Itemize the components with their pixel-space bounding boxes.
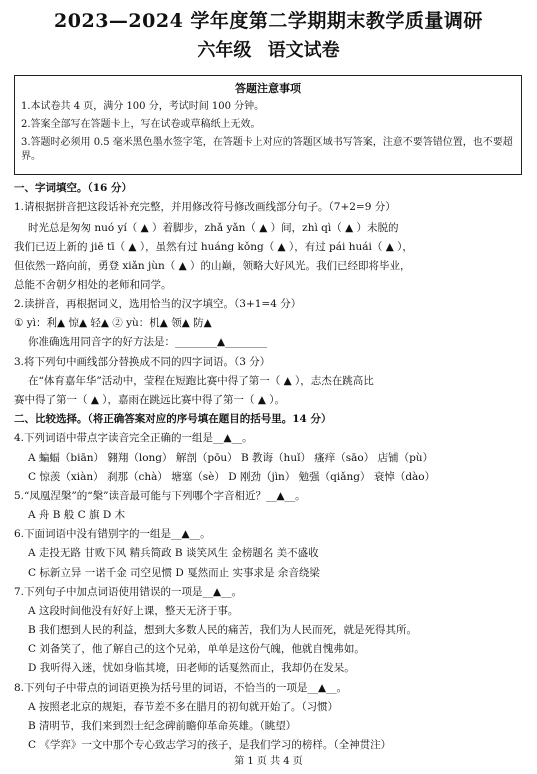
option-row: A 这段时间他没有好好上课，整天无济于事。 — [28, 605, 239, 617]
option-row: D 我听得入迷，忧如身临其境，田老师的话戛然而止，我却仍在发呆。 — [28, 662, 355, 674]
option-row: A 舟 B 般 C 旗 D 木 — [28, 509, 126, 521]
option-row: A 按照老北京的规矩，春节差不多在腊月的初旬就开始了。（习惯） — [28, 701, 339, 713]
question-text: 我们已迈上新的 jiē tī（ ▲ ），虽然有过 huáng kǒng（ ▲ ），有过 pái huái（ ▲ ）， — [14, 241, 413, 253]
option-row: C 惊羡（xiàn） 刹那（chà） 塘塞（sè） D 刚劲（jìn） 勉强（qiǎng） 衰悼（dào） — [28, 471, 436, 483]
question-stem: 5.“凤凰涅槃”的“槃”读音最可能与下列哪个字音相近？__▲__。 — [14, 490, 306, 502]
question-stem: 6.下面词语中没有错别字的一组是__▲__。 — [14, 528, 211, 540]
question-stem: 7.下列句子中加点词语使用错误的一项是__▲__。 — [14, 586, 243, 598]
notice-item: 1.本试卷共 4 页，满分 100 分，考试时间 100 分钟。 — [21, 101, 265, 112]
question-text: 但依然一路向前，勇登 xiǎn jùn（ ▲ ）的山巅，领略大好风光。我们已经即将毕业， — [14, 260, 411, 272]
notice-item: 3.答题时必须用 0.5 毫米黑色墨水签字笔，在答题卡上对应的答题区域书写答案，注意不要答错位置，也不要超界。 — [21, 137, 513, 162]
option-row: A 蝙蝠（biān） 翱翔（long） 解剖（pōu） B 教诲（huǐ） 瘙痒（sāo） 店铺（pù） — [28, 452, 434, 464]
question-stem: 3.将下列句中画线部分替换成不同的四字词语。（3 分） — [14, 356, 271, 368]
question-stem: 2.读拼音，再根据词义，选用恰当的汉字填空。（3+1=4 分） — [14, 298, 302, 310]
page-footer: 第 1 页 共 4 页 — [234, 756, 303, 767]
exam-subtitle: 六年级 语文试卷 — [197, 40, 340, 61]
exam-title: 2023—2024 学年度第二学期期末教学质量调研 — [54, 10, 483, 32]
notice-item: 2.答案全部写在答题卡上，写在试卷或草稿纸上无效。 — [21, 119, 261, 130]
question-stem: 1.请根据拼音把这段话补充完整，并用修改符号修改画线部分句子。（7+2=9 分） — [14, 201, 396, 213]
question-text: 赛中得了第一（ ▲ ），嘉雨在跳远比赛中得了第一（ ▲ ）。 — [14, 394, 285, 406]
notice-title: 答题注意事项 — [235, 82, 301, 95]
section-heading: 二、比较选择。（将正确答案对应的序号填在题目的括号里。14 分） — [14, 413, 332, 425]
option-row: C 《学弈》一文中那个专心致志学习的孩子，是我们学习的榜样。（全神贯注） — [28, 739, 392, 751]
section-heading: 一、字词填空。（16 分） — [14, 182, 133, 194]
question-text: ① yì：利▲ 惊▲ 轻▲ ② yù：机▲ 领▲ 防▲ — [14, 317, 212, 329]
question-stem: 8.下列句子中带点的词语更换为括号里的词语，不恰当的一项是__▲__。 — [14, 682, 348, 694]
question-text: 你准确选用同音字的好方法是：________▲________ — [28, 336, 268, 348]
question-stem: 4.下列词语中带点字读音完全正确的一组是__▲__。 — [14, 432, 253, 444]
question-text: 总能不舍朝夕相处的老师和同学。 — [14, 279, 172, 291]
question-text: 时光总是匆匆 nuó yí（ ▲ ）着脚步，zhǎ yǎn（ ▲ ）间，zhì qì（ ▲ ）未脱的 — [28, 222, 399, 234]
option-row: A 走投无路 甘败下风 精兵简政 B 谈笑风生 金榜题名 美不盛收 — [28, 547, 319, 559]
option-row: C 标新立异 一诺千金 司空见惯 D 戛然而止 实事求是 余音绕梁 — [28, 567, 320, 579]
option-row: B 清明节，我们来到烈士纪念碑前瞻仰革命英雄。（眺望） — [28, 720, 297, 732]
option-row: B 我们想到人民的利益，想到大多数人民的痛苦，我们为人民而死，就是死得其所。 — [28, 624, 418, 636]
question-text: 在“体育嘉年华”活动中，莹程在短跑比赛中得了第一（ ▲ ），志杰在跳高比 — [28, 375, 374, 387]
option-row: C 刘备笑了，他了解自己的这个兄弟，单单是这份气魄，他就自愧弗如。 — [28, 643, 365, 655]
notice-box — [14, 75, 522, 175]
